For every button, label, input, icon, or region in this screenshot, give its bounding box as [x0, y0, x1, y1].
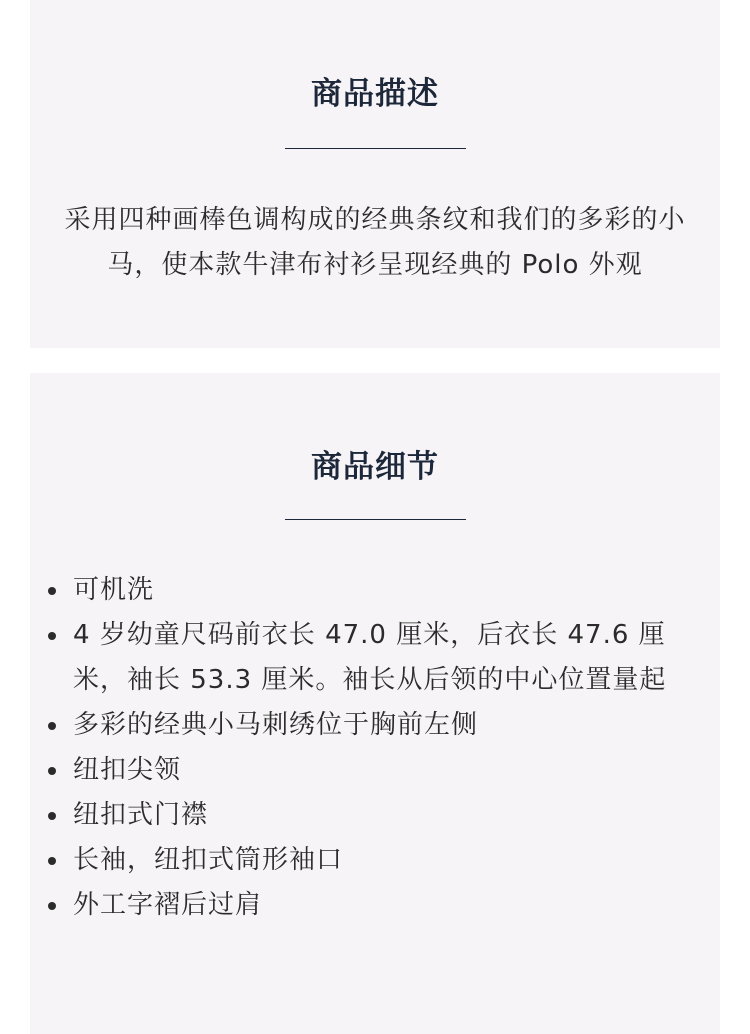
- list-item-text: 外工字褶后过肩: [73, 890, 263, 920]
- list-item: [30, 883, 720, 928]
- details-title: 商品细节: [311, 449, 439, 485]
- list-item: [30, 748, 720, 793]
- bullet-icon: [48, 587, 56, 595]
- list-item: [30, 793, 720, 838]
- details-list: [30, 568, 720, 928]
- list-item: [30, 838, 720, 883]
- bullet-icon: [48, 722, 56, 730]
- details-card: [30, 373, 720, 1034]
- description-text: 采用四种画棒色调构成的经典条纹和我们的多彩的小马，使本款牛津布衬衫呈现经典的 Polo 外观: [64, 205, 686, 280]
- list-item-text: 4 岁幼童尺码前衣长 47.0 厘米，后衣长 47.6 厘米，袖长 53.3 厘米。袖长从后领的中心位置量起: [73, 620, 667, 695]
- details-divider: [285, 519, 466, 520]
- bullet-icon: [48, 767, 56, 775]
- list-item: [30, 613, 720, 703]
- description-divider: [285, 148, 466, 149]
- description-card: [30, 0, 720, 348]
- list-item: [30, 568, 720, 613]
- list-item-text: 纽扣尖领: [73, 755, 182, 785]
- list-item-text: 长袖，纽扣式筒形袖口: [73, 845, 344, 875]
- list-item-text: 可机洗: [73, 575, 155, 605]
- list-item: [30, 703, 720, 748]
- list-item-text: 纽扣式门襟: [73, 800, 209, 830]
- description-title: 商品描述: [311, 76, 439, 112]
- bullet-icon: [48, 857, 56, 865]
- bullet-icon: [48, 902, 56, 910]
- bullet-icon: [48, 632, 56, 640]
- list-item-text: 多彩的经典小马刺绣位于胸前左侧: [73, 710, 479, 740]
- bullet-icon: [48, 812, 56, 820]
